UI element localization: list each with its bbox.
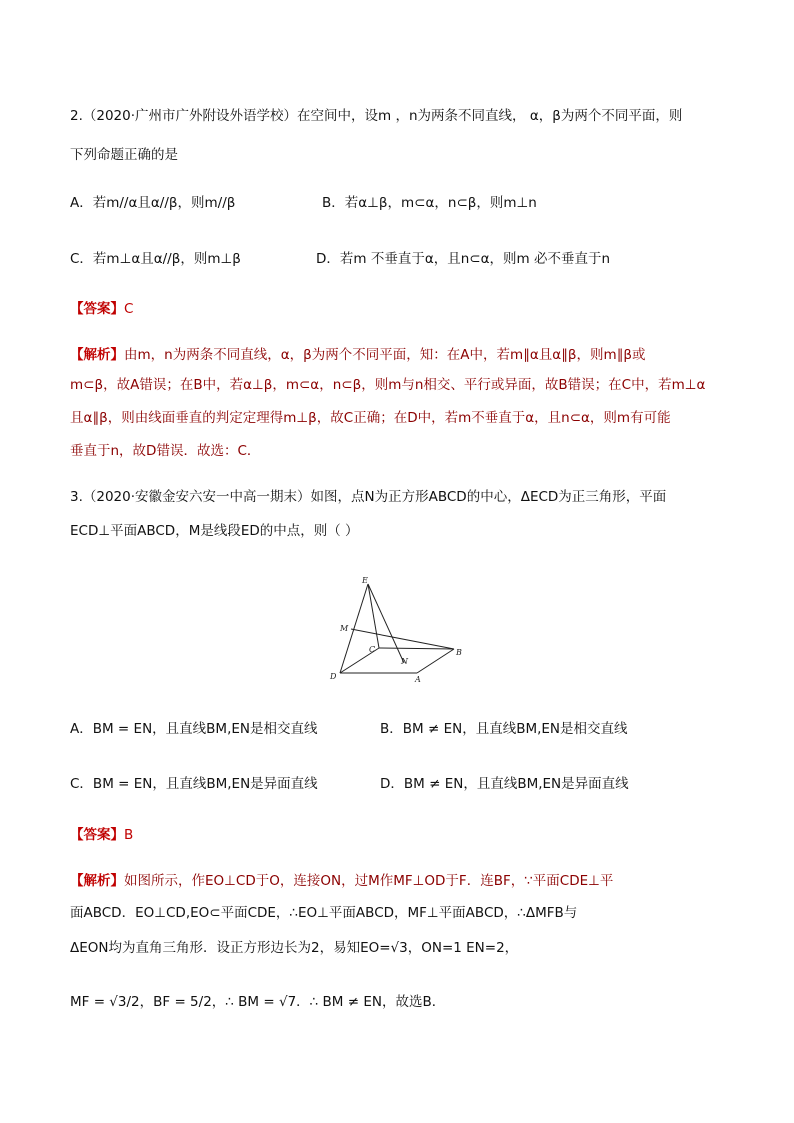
q3-analysis-line1 — [70, 871, 613, 891]
q3-answer-tag: 【答案】 — [70, 827, 124, 843]
q2-stem-line1: 2.（2020·广州市广外附设外语学校）在空间中，设m ，n为两条不同直线， α，β为两个不同平面，则 — [70, 108, 683, 124]
q3-analysis-text1: 如图所示，作EO⊥CD于O，连接ON，过M作MF⊥OD于F．连BF，∵平面CDE⊥平 — [124, 873, 614, 889]
q2-analysis-text1: 由m，n为两条不同直线，α，β为两个不同平面，知：在A中，若m∥α且α∥β，则m∥β或 — [124, 347, 646, 363]
q3-answer — [70, 825, 133, 845]
label-M: M — [340, 624, 349, 633]
edge-BC — [379, 648, 454, 649]
q3-analysis-line4: MF = √3/2，BF = 5/2，∴ BM = √7．∴ BM ≠ EN，故选B． — [70, 994, 446, 1010]
q2-option-a: A．若m//α且α//β，则m//β — [70, 195, 236, 211]
q2-answer — [70, 299, 133, 319]
edge-MB — [351, 629, 454, 649]
q2-analysis-line1 — [70, 345, 646, 365]
q3-answer-value: B — [124, 827, 134, 843]
edge-EC — [368, 584, 379, 648]
q2-option-c: C．若m⊥α且α//β，则m⊥β — [70, 251, 241, 267]
q3-stem-line1: 3.（2020·安徽金安六安一中高一期末）如图，点N为正方形ABCD的中心，ΔECD为正三角形，平面 — [70, 489, 667, 505]
q3-analysis-line3: ΔEON均为直角三角形．设正方形边长为2，易知EO=√3，ON=1 EN=2， — [70, 940, 519, 956]
q3-option-b: B．BM ≠ EN，且直线BM,EN是相交直线 — [380, 721, 628, 737]
q2-analysis-line4: 垂直于n，故D错误．故选：C． — [70, 443, 261, 459]
q2-stem-line2: 下列命题正确的是 — [70, 147, 178, 163]
q2-option-b: B．若α⊥β，m⊂α，n⊂β，则m⊥n — [322, 195, 537, 211]
q3-option-c: C．BM = EN，且直线BM,EN是异面直线 — [70, 776, 318, 792]
label-B: B — [456, 648, 462, 657]
q2-option-d: D．若m 不垂直于α，且n⊂α，则m 必不垂直于n — [316, 251, 611, 267]
label-N: N — [401, 657, 408, 666]
q3-analysis-tag: 【解析】 — [70, 873, 124, 889]
q3-geometry-figure — [320, 572, 470, 687]
label-D: D — [330, 672, 337, 681]
label-E: E — [362, 576, 368, 585]
q3-stem-line2: ECD⊥平面ABCD，M是线段ED的中点，则（ ） — [70, 523, 359, 539]
q2-analysis-line2: m⊂β，故A错误；在B中，若α⊥β，m⊂α，n⊂β，则m与n相交、平行或异面，故B错误；在C中，若m⊥α — [70, 377, 706, 393]
label-C: C — [369, 645, 376, 654]
q2-analysis-line3: 且α∥β，则由线面垂直的判定定理得m⊥β，故C正确；在D中，若m不垂直于α，且n⊂α，则m有可能 — [70, 410, 671, 426]
edge-AB — [417, 649, 454, 673]
q3-option-a: A．BM = EN，且直线BM,EN是相交直线 — [70, 721, 318, 737]
q2-answer-tag: 【答案】 — [70, 301, 124, 317]
q2-answer-value: C — [124, 301, 134, 317]
q3-option-d: D．BM ≠ EN，且直线BM,EN是异面直线 — [380, 776, 629, 792]
label-A: A — [415, 675, 421, 684]
q3-analysis-line2: 面ABCD．EO⊥CD,EO⊂平面CDE，∴EO⊥平面ABCD，MF⊥平面ABCD，∴ΔMFB与 — [70, 905, 578, 921]
q2-analysis-tag: 【解析】 — [70, 347, 124, 363]
